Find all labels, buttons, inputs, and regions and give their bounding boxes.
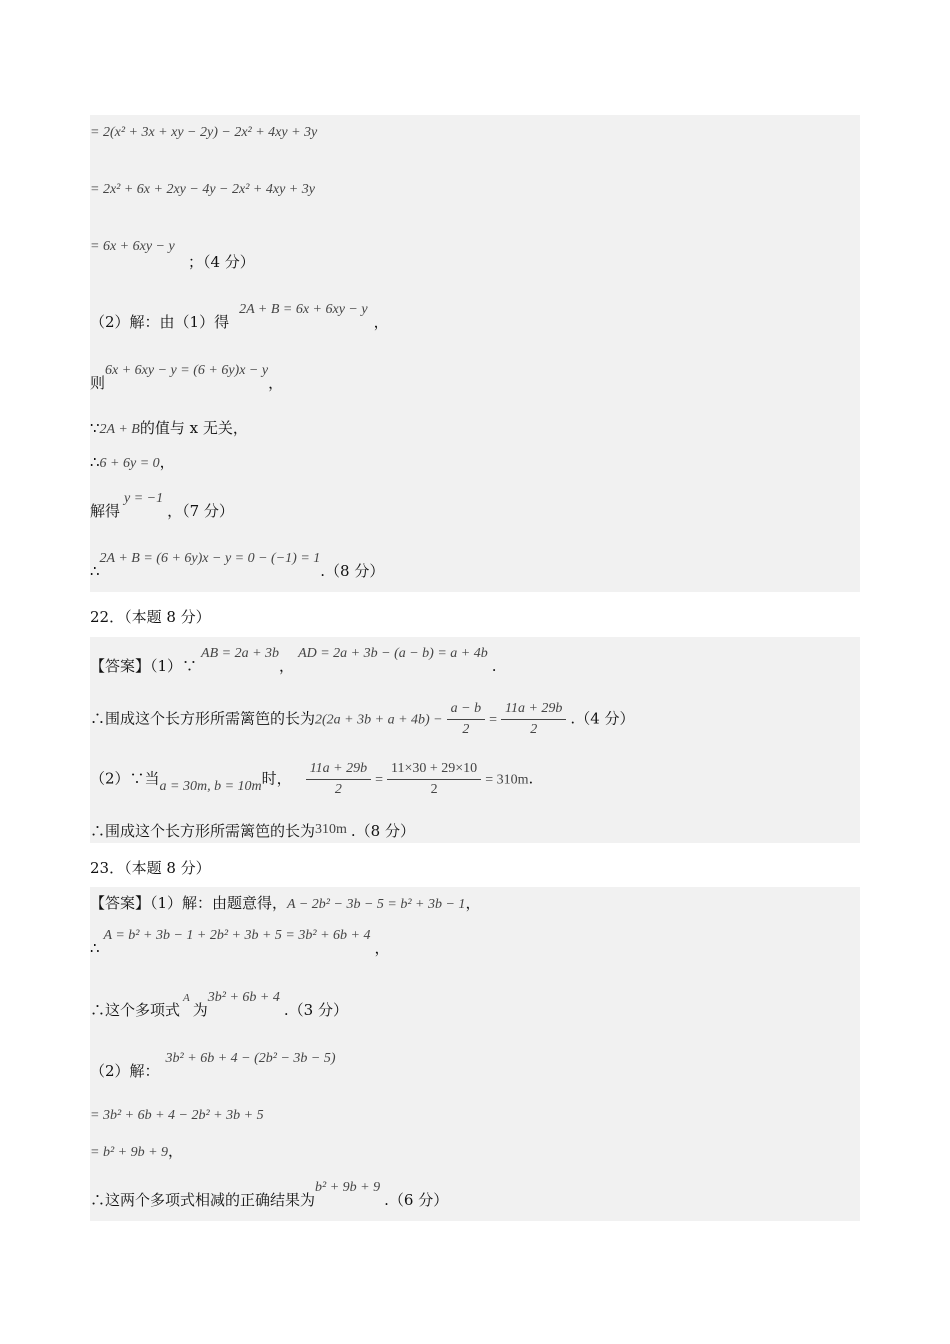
step-line-8: 解得y = −1，（7 分） — [90, 491, 234, 520]
q23-line-3: ∴这个多项式$^A$为3b² + 6b + 4.（3 分） — [90, 990, 348, 1019]
q23-line-7: ∴这两个多项式相减的正确结果为b² + 9b + 9.（6 分） — [90, 1180, 449, 1209]
step-line-6: ∵2A + B的值与 x 无关， — [90, 419, 248, 437]
step-line-4: （2）解：由（1）得2A + B = 6x + 6xy − y， — [90, 302, 389, 331]
question-22-heading: 22．（本题 8 分） — [90, 608, 211, 626]
q23-line-6: = b² + 9b + 9， — [90, 1142, 184, 1160]
q23-line-5: = 3b² + 6b + 4 − 2b² + 3b + 5 — [90, 1108, 264, 1123]
q22-line-4: ∴围成这个长方形所需篱笆的长为310m .（8 分） — [90, 822, 415, 840]
math-expression: = 2x² + 6x + 2xy − 4y − 2x² + 4xy + 3y — [90, 182, 315, 197]
fraction: $\frac{a - b}{2}$ — [447, 701, 485, 738]
score-note-4: ；（4 分） — [188, 253, 255, 271]
step-line-7: ∴6 + 6y = 0， — [90, 453, 175, 471]
solution-block-22 — [90, 637, 860, 843]
step-line-3 — [90, 236, 175, 255]
fraction: $\frac{11a + 29b}{2}$ — [306, 761, 371, 798]
step-line-9: ∴2A + B = (6 + 6y)x − y = 0 − (−1) = 1.（8 分） — [90, 551, 385, 580]
math-expression: = 6x + 6xy − y — [90, 239, 175, 254]
step-line-1 — [90, 122, 317, 141]
q22-line-2: ∴围成这个长方形所需篱笆的长为2(2a + 3b + a + 4b) − $\frac{a - b}{2}$ = $\frac{11a + 29b}{2}$ .（4 分） — [90, 701, 635, 737]
solution-block-23 — [90, 887, 860, 1221]
q22-line-3: （2）∵当a = 30m, b = 10m时， $\frac{11a + 29b}{2}$ = $\frac{11\times 30 + 29\times 10}{2}$ = 310m. — [90, 761, 534, 797]
q23-line-2: ∴A = b² + 3b − 1 + 2b² + 3b + 5 = 3b² + 6b + 4， — [90, 928, 390, 957]
q23-line-1: 【答案】（1）解：由题意得，A − 2b² − 3b − 5 = b² + 3b − 1， — [90, 894, 481, 912]
step-line-5: 则6x + 6xy − y = (6 + 6y)x − y， — [90, 363, 284, 392]
fraction: $\frac{11\times 30 + 29\times 10}{2}$ — [387, 761, 481, 798]
q22-line-1: 【答案】（1）∵AB = 2a + 3b，AD = 2a + 3b − (a − b) = a + 4b. — [90, 646, 497, 675]
question-23-heading: 23．（本题 8 分） — [90, 859, 211, 877]
fraction: $\frac{11a + 29b}{2}$ — [501, 701, 566, 738]
step-line-2 — [90, 179, 315, 198]
q23-line-4: （2）解：3b² + 6b + 4 − (2b² − 3b − 5) — [90, 1051, 336, 1080]
solution-block-21 — [90, 115, 860, 592]
math-expression: = 2(x² + 3x + xy − 2y) − 2x² + 4xy + 3y — [90, 125, 318, 140]
